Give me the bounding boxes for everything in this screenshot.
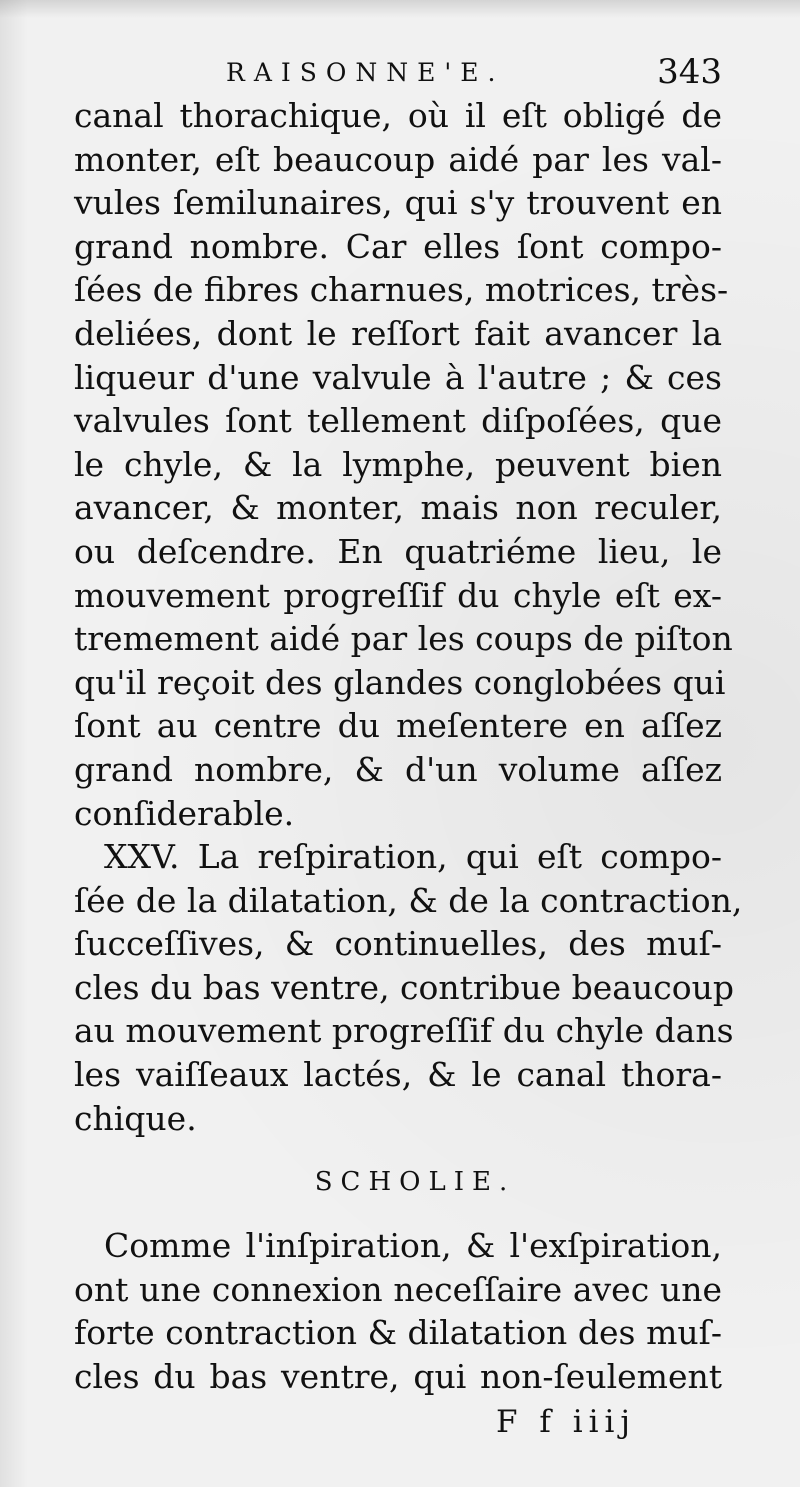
text-line: Comme l'inſpiration, & l'exſpiration, — [104, 1226, 722, 1266]
paragraph-scholie — [74, 1224, 722, 1398]
running-title: RAISONNE'E. — [226, 58, 505, 87]
paragraph-continuation — [74, 94, 733, 835]
text-line: tremement aidé par les coups de piſton — [74, 619, 733, 659]
text-line: ſucceſſives, & continuelles, des muſ- — [74, 924, 722, 964]
page-number: 343 — [657, 52, 722, 92]
text-line: valvules ſont tellement diſpoſées, que — [74, 401, 722, 441]
text-line: liqueur d'une valvule à l'autre ; & ces — [74, 357, 722, 397]
text-line: ou deſcendre. En quatriéme lieu, le — [74, 531, 722, 571]
section-heading: SCHOLIE. — [314, 1167, 516, 1198]
running-head — [76, 52, 722, 96]
text-line: monter, eſt beaucoup aidé par les val- — [74, 139, 722, 179]
text-line: cles du bas ventre, qui non-ſeulement — [74, 1357, 722, 1397]
text-line: cles du bas ventre, contribue beaucoup — [74, 967, 734, 1007]
text-line: vules ſemilunaires, qui s'y trouvent en — [74, 183, 722, 223]
paragraph-xxv — [74, 835, 743, 1140]
text-line: ſée de la dilatation, & de la contraction, — [74, 880, 743, 920]
text-line: ſont au centre du meſentere en aſſez — [74, 706, 722, 746]
text-line: conſiderable. — [74, 793, 295, 833]
text-line: mouvement progreſſif du chyle eſt ex- — [74, 575, 722, 615]
text-line: forte contraction & dilatation des muſ- — [74, 1313, 722, 1353]
text-line: XXV. La reſpiration, qui eſt compo- — [104, 837, 722, 877]
text-line: au mouvement progreſſif du chyle dans — [74, 1011, 734, 1051]
text-line: grand nombre, & d'un volume aſſez — [74, 749, 722, 789]
body-text — [74, 94, 743, 1399]
text-line: le chyle, & la lymphe, peuvent bien — [74, 444, 722, 484]
text-line: avancer, & monter, mais non reculer, — [74, 488, 722, 528]
page-shadow — [0, 0, 800, 18]
text-line: deliées, dont le reſſort fait avancer la — [74, 313, 722, 353]
text-line: canal thorachique, où il eſt obligé de — [74, 96, 722, 135]
text-line: grand nombre. Car elles ſont compo- — [74, 226, 722, 266]
signature-mark: F f iiij — [496, 1404, 637, 1440]
text-line: ſées de fibres charnues, motrices, très- — [74, 270, 729, 310]
text-line: qu'il reçoit des glandes conglobées qui — [74, 662, 726, 702]
text-line: les vaiſſeaux lactés, & le canal thora- — [74, 1055, 722, 1095]
text-line: ont une connexion neceſſaire avec une — [74, 1269, 722, 1309]
text-line: chique. — [74, 1098, 197, 1138]
